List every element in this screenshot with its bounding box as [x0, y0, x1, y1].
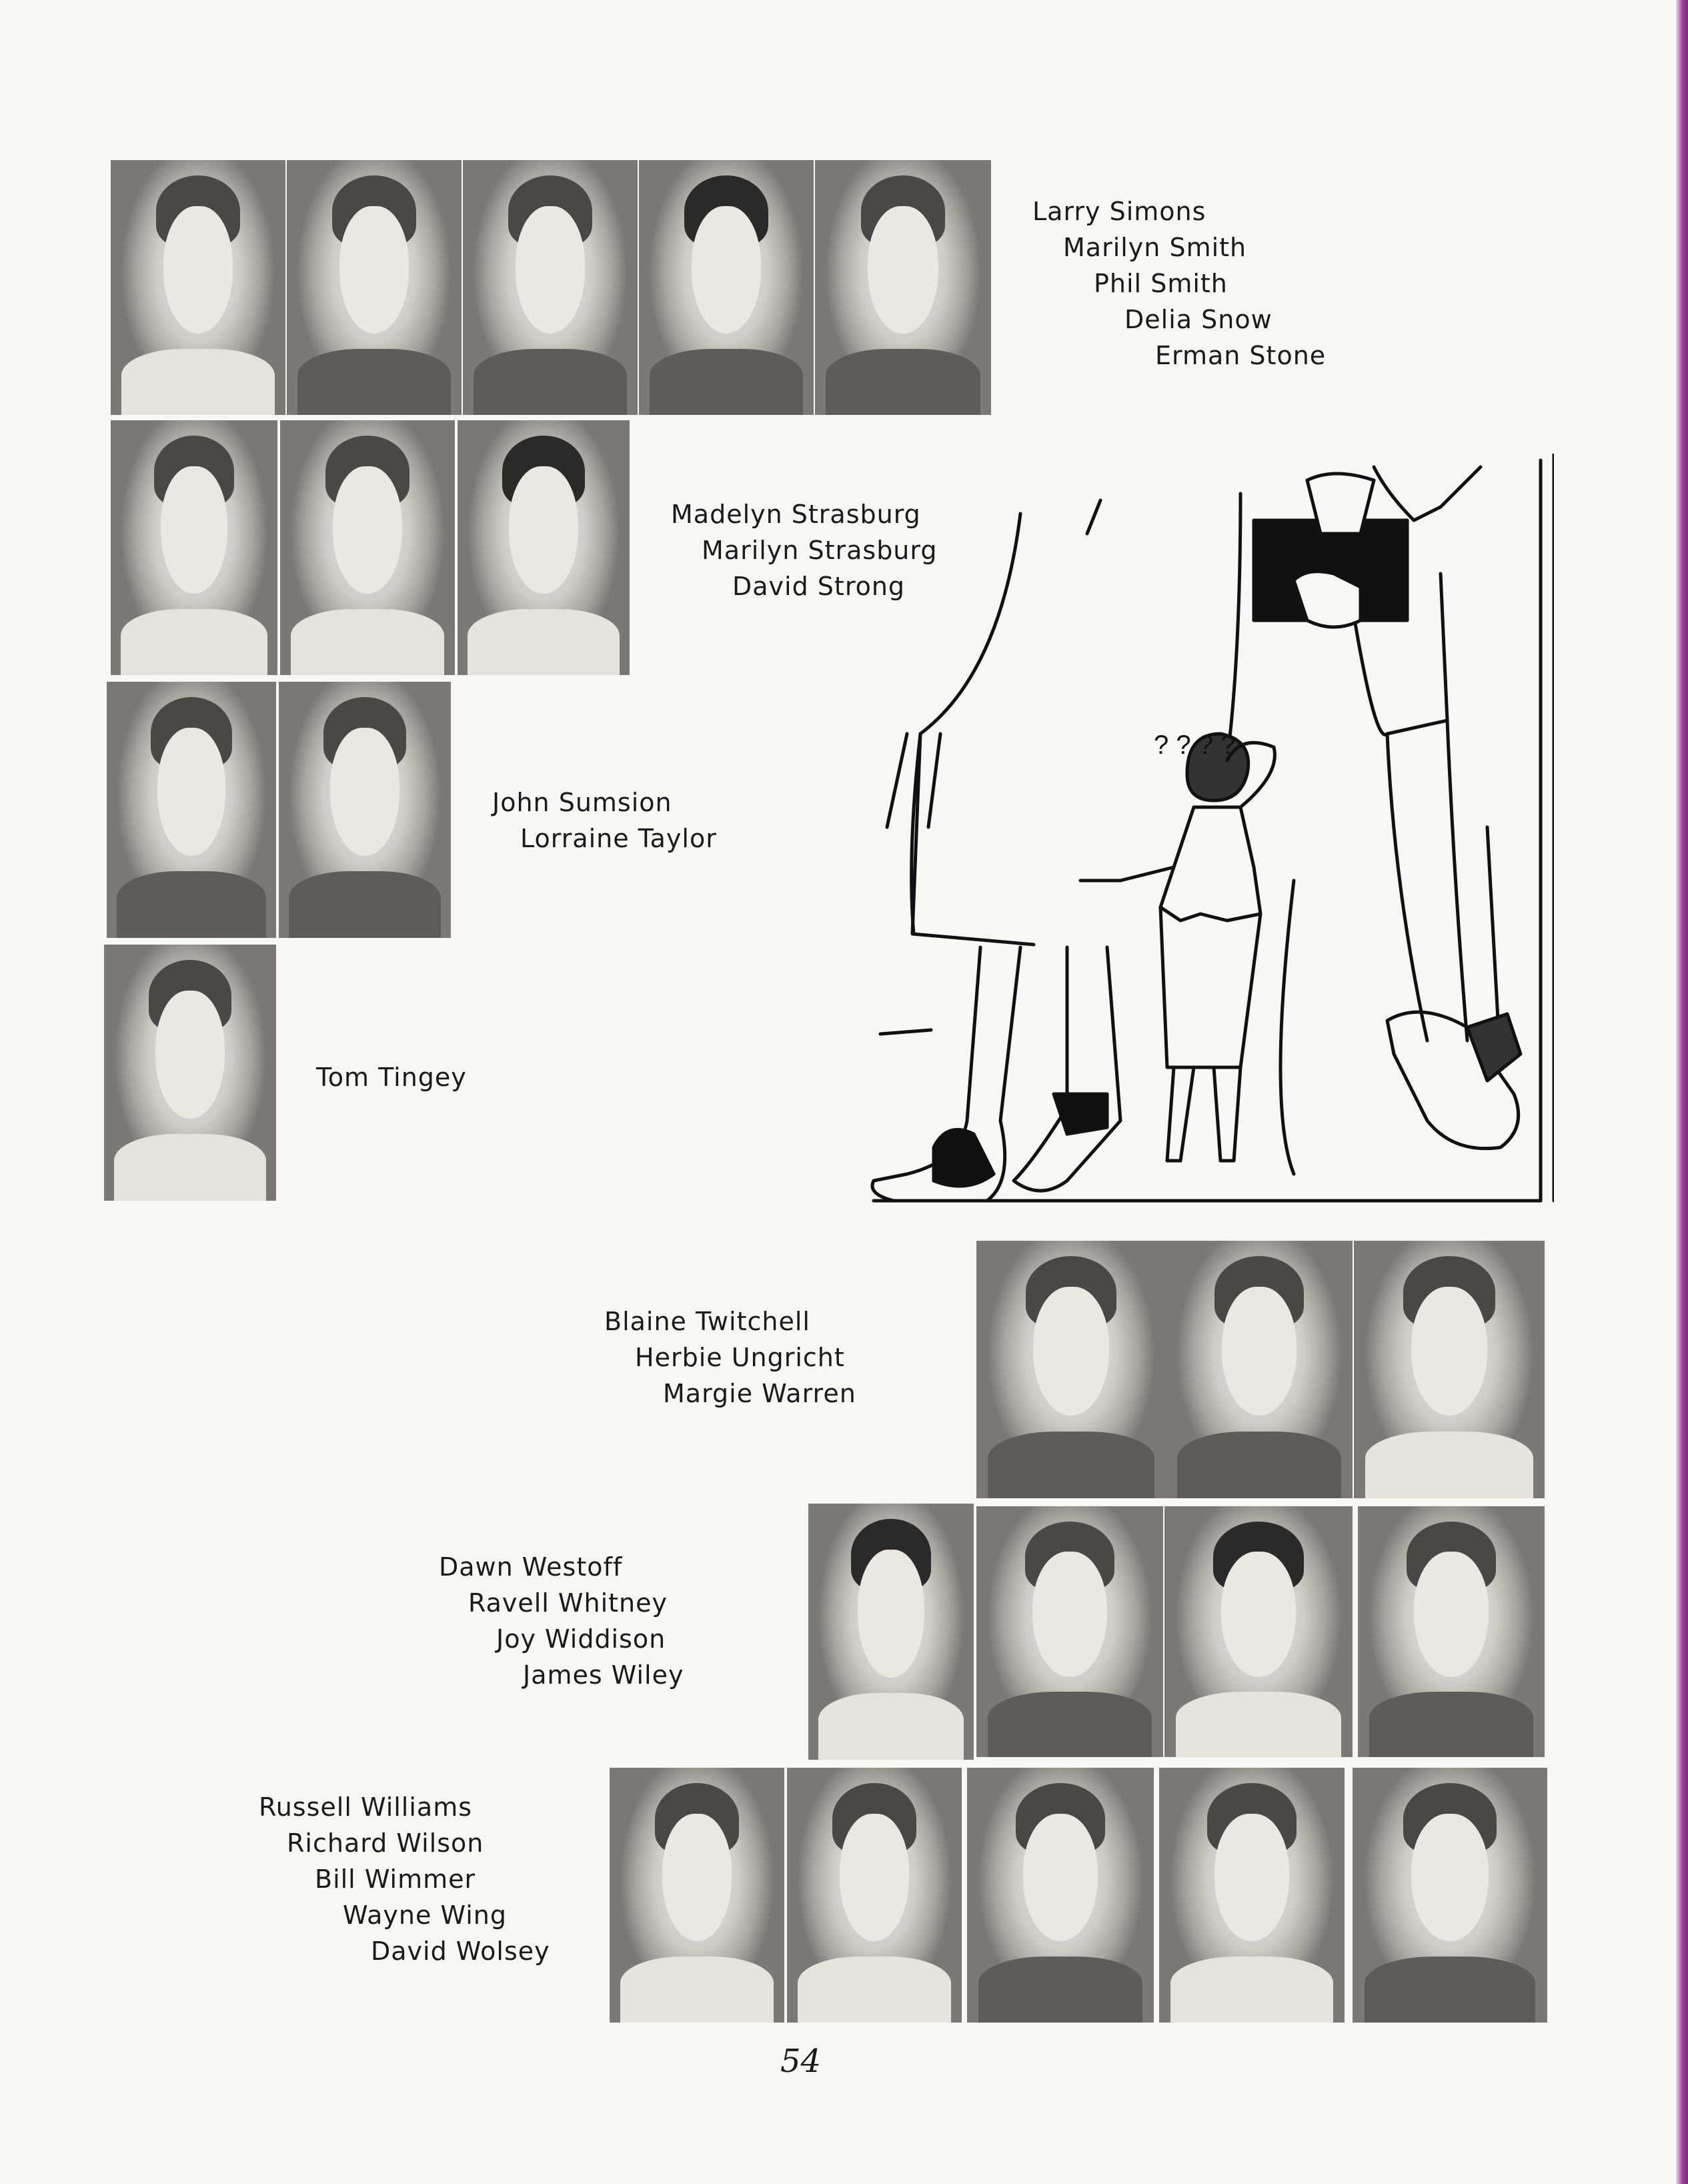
page-number: 54	[780, 2043, 822, 2080]
student-name: David Wolsey	[371, 1937, 550, 1966]
name-list-group-6	[439, 1549, 684, 1693]
portrait-photo	[107, 682, 276, 938]
student-name: David Strong	[732, 572, 906, 601]
student-name: Herbie Ungricht	[635, 1343, 845, 1372]
portrait-photo	[787, 1768, 962, 2023]
portrait-photo	[1159, 1768, 1345, 2023]
student-name: Lorraine Taylor	[520, 824, 717, 853]
student-name: Marilyn Smith	[1063, 233, 1247, 262]
student-name: Erman Stone	[1155, 341, 1327, 370]
student-name: Wayne Wing	[343, 1900, 507, 1930]
name-list-group-4	[316, 1059, 467, 1095]
student-name: Larry Simons	[1032, 197, 1206, 226]
student-name: Marilyn Strasburg	[702, 536, 938, 565]
name-list-group-1	[1032, 193, 1326, 374]
portrait-photo	[279, 682, 451, 938]
portrait-photo	[1164, 1506, 1353, 1757]
portrait-photo	[1358, 1506, 1545, 1757]
student-name: Joy Widdison	[496, 1624, 666, 1654]
page-edge-binding	[1676, 0, 1688, 2184]
portrait-photo	[815, 160, 991, 415]
portrait-photo	[458, 420, 630, 675]
student-name: Madelyn Strasburg	[671, 500, 921, 529]
student-name: Tom Tingey	[316, 1063, 467, 1092]
portrait-photo	[639, 160, 814, 415]
student-name: James Wiley	[523, 1660, 684, 1690]
portrait-photo	[967, 1768, 1154, 2023]
portrait-photo	[463, 160, 638, 415]
portrait-photo	[808, 1504, 974, 1760]
portrait-photo	[111, 160, 285, 415]
portrait-photo	[1166, 1241, 1353, 1498]
cartoon-illustration	[867, 454, 1554, 1207]
student-name: Russell Williams	[259, 1792, 473, 1822]
portrait-photo	[610, 1768, 784, 2023]
student-name: Phil Smith	[1094, 269, 1228, 298]
portrait-photo	[976, 1506, 1163, 1757]
student-name: Delia Snow	[1124, 305, 1273, 334]
name-list-group-5	[604, 1303, 856, 1412]
student-name: Margie Warren	[663, 1379, 856, 1408]
student-name: John Sumsion	[492, 788, 672, 817]
name-list-group-7	[259, 1789, 550, 1969]
portrait-photo	[280, 420, 455, 675]
student-name: Richard Wilson	[287, 1828, 484, 1858]
student-name: Dawn Westoff	[439, 1552, 623, 1582]
student-name: Blaine Twitchell	[604, 1307, 810, 1336]
portrait-photo	[104, 945, 276, 1201]
portrait-photo	[111, 420, 277, 675]
portrait-photo	[976, 1241, 1166, 1498]
student-name: Ravell Whitney	[468, 1588, 668, 1618]
portrait-photo	[1354, 1241, 1545, 1498]
name-list-group-3	[492, 784, 717, 857]
student-name: Bill Wimmer	[315, 1864, 476, 1894]
portrait-photo	[287, 160, 462, 415]
portrait-photo	[1353, 1768, 1547, 2023]
question-marks: ? ? ? ?	[1154, 730, 1236, 760]
